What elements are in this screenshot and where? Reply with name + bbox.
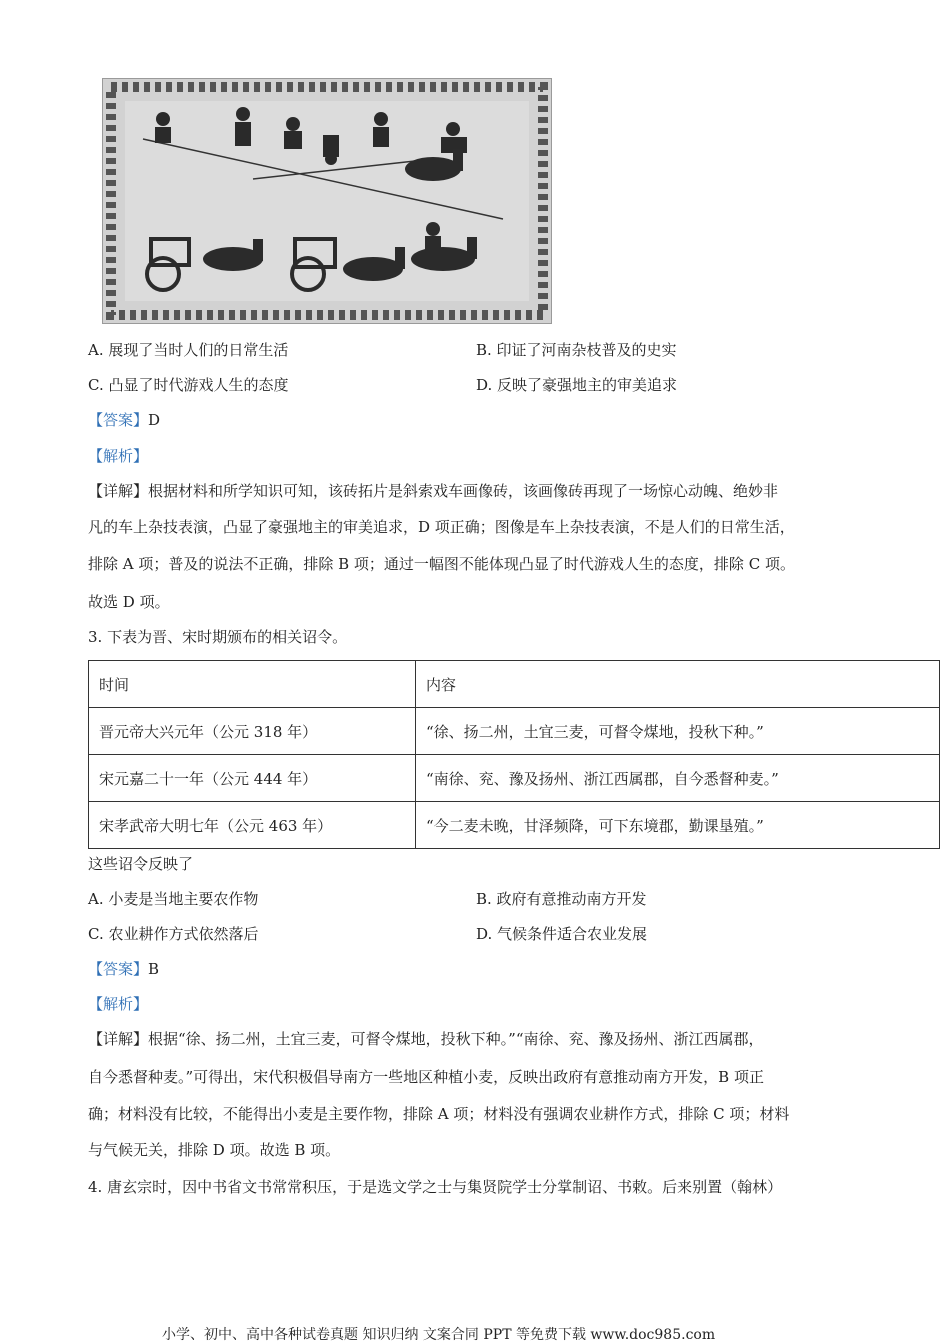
- q3-prompt: 这些诏令反映了: [88, 855, 194, 873]
- q3-option-b: B. 政府有意推动南方开发: [476, 890, 647, 908]
- q2-detail-line-1: [88, 481, 778, 501]
- table-cell-time: 宋元嘉二十一年（公元 444 年）: [89, 755, 416, 802]
- q2-analysis-tag: 【解析】: [88, 447, 149, 465]
- q3-answer-line: [88, 959, 159, 979]
- q3-answer-value: B: [148, 960, 160, 978]
- edict-table: [88, 660, 940, 849]
- footer-download-note: 小学、初中、高中各种试卷真题 知识归纳 文案合同 PPT 等免费下载 www.doc985.com: [162, 1327, 716, 1343]
- q2-detail-line-3: 排除 A 项；普及的说法不正确，排除 B 项；通过一幅图不能体现凸显了时代游戏人生的态度，排除 C 项。: [88, 555, 795, 573]
- answer-tag: 【答案】: [88, 411, 149, 429]
- q2-detail-line-4: 故选 D 项。: [88, 593, 170, 611]
- q3-detail-line-3: 确；材料没有比较，不能得出小麦是主要作物，排除 A 项；材料没有强调农业耕作方式，排除 C 项；材料: [88, 1105, 790, 1123]
- table-row: [89, 802, 940, 849]
- table-row: [89, 755, 940, 802]
- table-cell-content: “徐、扬二州，土宜三麦，可督令煤地，投秋下种。”: [416, 708, 940, 755]
- detail-tag: 【详解】: [88, 482, 149, 500]
- q2-detail-line-2: 凡的车上杂技表演，凸显了豪强地主的审美追求，D 项正确；图像是车上杂技表演，不是人们的日常生活，: [88, 518, 795, 536]
- detail-tag: 【详解】: [88, 1030, 149, 1048]
- q2-option-b: B. 印证了河南杂枝普及的史实: [476, 341, 677, 359]
- q2-option-d: D. 反映了豪强地主的审美追求: [476, 376, 678, 394]
- table-row: [89, 708, 940, 755]
- q3-detail-text: 根据“徐、扬二州，土宜三麦，可督令煤地，投秋下种。”“南徐、兖、豫及扬州、浙江西属郡，: [148, 1030, 764, 1048]
- q2-option-a: A. 展现了当时人们的日常生活: [88, 341, 289, 359]
- q3-stem: 3. 下表为晋、宋时期颁布的相关诏令。: [88, 628, 348, 646]
- q3-option-c: C. 农业耕作方式依然落后: [88, 925, 259, 943]
- table-cell-time: 宋孝武帝大明七年（公元 463 年）: [89, 802, 416, 849]
- brick-rubbing-drawing: [103, 79, 551, 323]
- q2-detail-text: 根据材料和所学知识可知，该砖拓片是斜索戏车画像砖，该画像砖再现了一场惊心动魄、绝妙非: [148, 482, 779, 500]
- q4-stem: 4. 唐玄宗时，因中书省文书常常积压，于是选文学之士与集贤院学士分掌制诏、书敕。后来别置（翰林）: [88, 1178, 783, 1196]
- q2-answer-value: D: [148, 411, 161, 429]
- table-header-row: [89, 661, 940, 708]
- table-cell-content: “南徐、兖、豫及扬州、浙江西属郡，自今悉督种麦。”: [416, 755, 940, 802]
- q2-answer-line: [88, 410, 160, 430]
- answer-tag: 【答案】: [88, 960, 149, 978]
- table-cell-time: 晋元帝大兴元年（公元 318 年）: [89, 708, 416, 755]
- q3-option-d: D. 气候条件适合农业发展: [476, 925, 648, 943]
- table-cell-content: “今二麦未晚，甘泽频降，可下东境郡，勤课垦殖。”: [416, 802, 940, 849]
- q3-detail-line-2: 自今悉督种麦。”可得出，宋代积极倡导南方一些地区种植小麦，反映出政府有意推动南方开发，B 项正: [88, 1068, 764, 1086]
- q3-detail-line-4: 与气候无关，排除 D 项。故选 B 项。: [88, 1141, 341, 1159]
- q3-detail-line-1: [88, 1029, 764, 1049]
- q2-option-c: C. 凸显了时代游戏人生的态度: [88, 376, 289, 394]
- brick-rubbing-image: [102, 78, 552, 324]
- q3-analysis-tag: 【解析】: [88, 995, 149, 1013]
- table-header-content: 内容: [416, 661, 940, 708]
- q3-option-a: A. 小麦是当地主要农作物: [88, 890, 259, 908]
- table-header-time: 时间: [89, 661, 416, 708]
